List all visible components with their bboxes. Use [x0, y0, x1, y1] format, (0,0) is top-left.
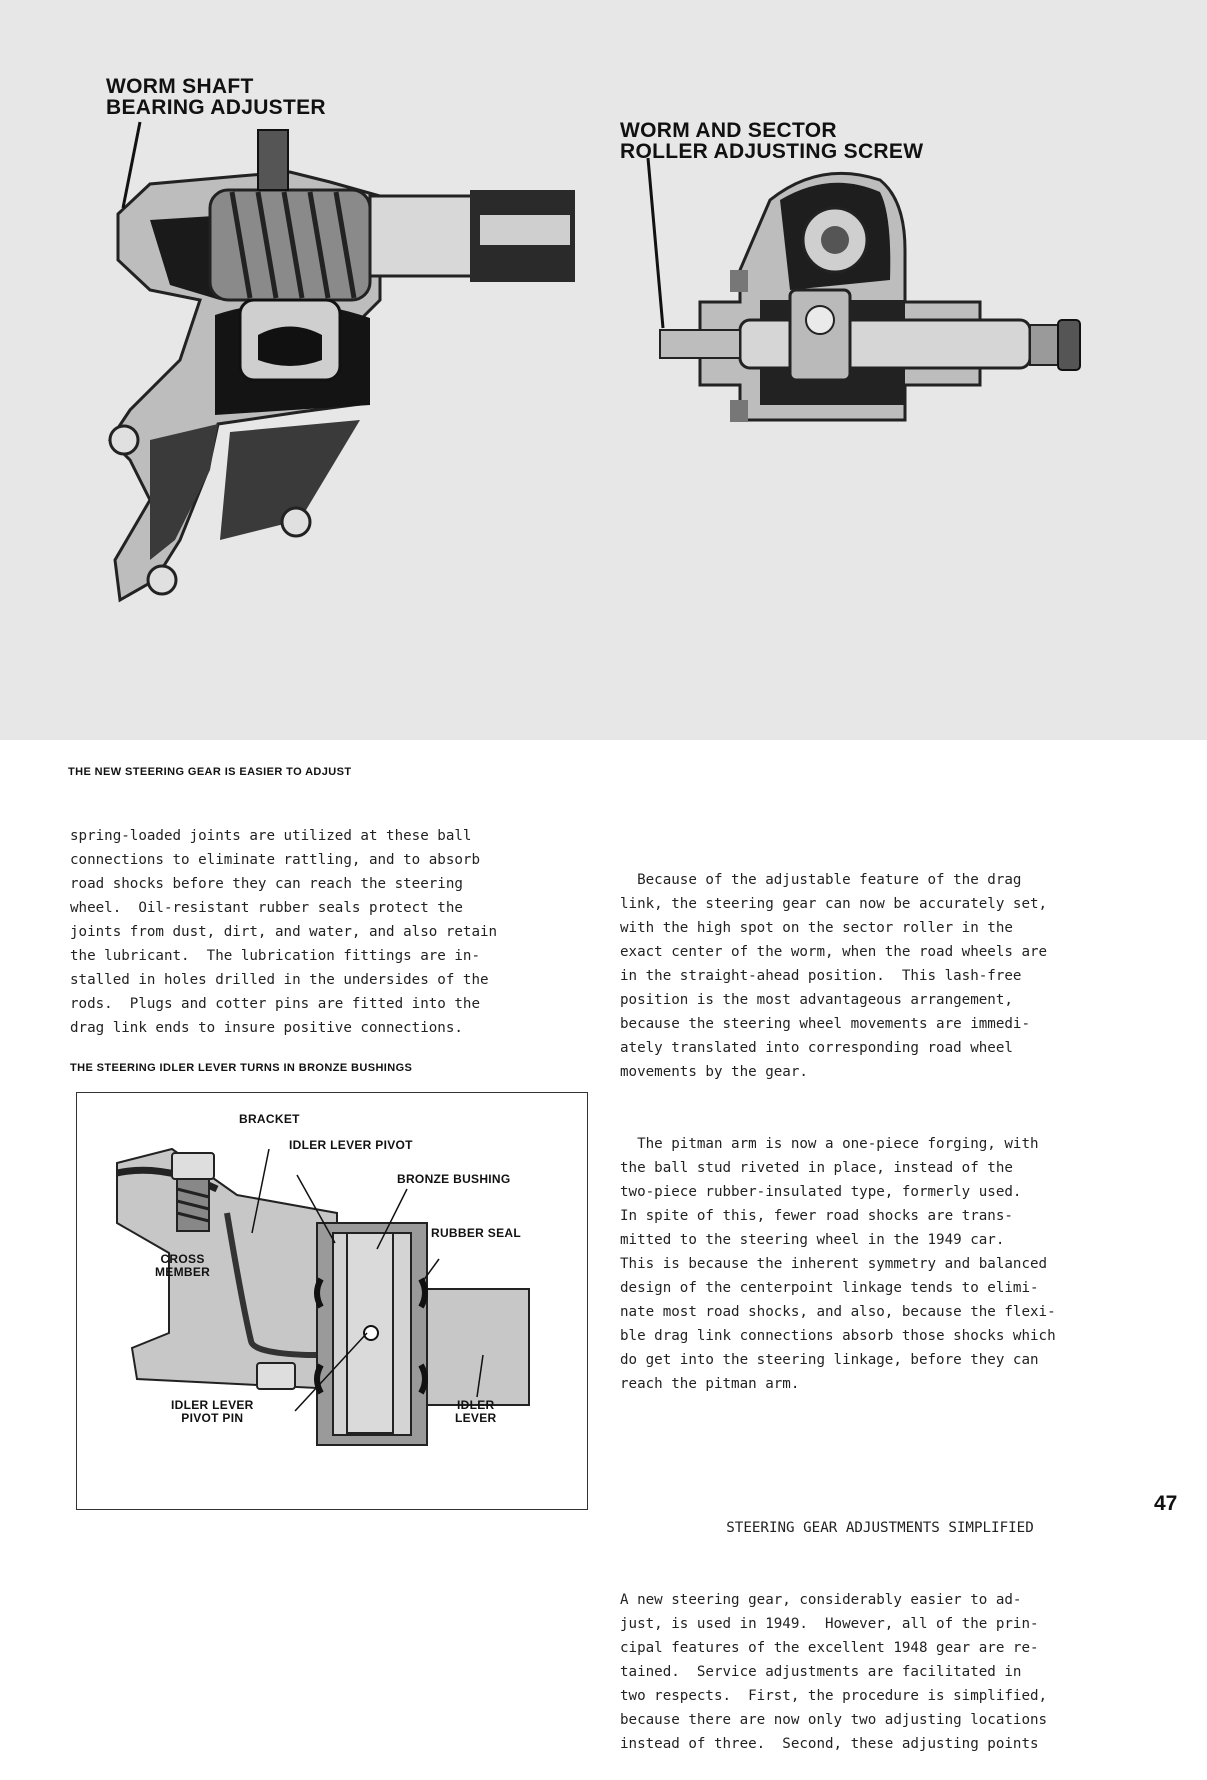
label-rubber-seal: RUBBER SEAL: [431, 1226, 521, 1240]
page-number: 47: [1154, 1492, 1178, 1515]
label-bracket: BRACKET: [239, 1112, 300, 1126]
sector-roller-housing-right: [660, 173, 1080, 422]
spacer: [620, 1444, 1140, 1468]
pointer-worm-sector: [648, 158, 663, 328]
worm-gear-housing-left: [110, 130, 575, 600]
label-bronze-bushing: BRONZE BUSHING: [397, 1172, 511, 1186]
label-worm-shaft-bearing-adjuster: WORM SHAFT BEARING ADJUSTER: [106, 75, 326, 119]
paragraph-pitman-arm: The pitman arm is now a one-piece forging, with the ball stud riveted in place, instead of the two-piece rubber-insulated type, formerly used. In spite of this, fewer road shocks are trans- mitted to the steering wheel in the 1949 car. This is because the inherent symmetry and balanced design of the centerpoint linkage tends to elimi- nate most road shocks, and also, because the flexi- ble drag link connections absorb those shocks which do get into the steering linkage, before they can reach the pitman arm.: [620, 1136, 1056, 1392]
label-cross-member: CROSS MEMBER: [155, 1252, 211, 1279]
paragraph-adjustments: A new steering gear, considerably easier to ad- just, is used in 1949. However, all of the prin- cipal features of the excellent 1948 gear are re- tained. Service adjustments are facilitated in two respects. First, the procedure is simplified, because there are now only two adjusting locations instead of three. Second, these adjusting points: [620, 1592, 1048, 1752]
label-worm-sector-adjusting-screw: WORM AND SECTOR ROLLER ADJUSTING SCREW: [620, 119, 924, 163]
caption-steering-gear: THE NEW STEERING GEAR IS EASIER TO ADJUST: [68, 766, 352, 778]
idler-lever-figure: [76, 1092, 588, 1510]
idler-lever-diagram: [77, 1093, 587, 1509]
label-idler-lever-pivot-pin: IDLER LEVER PIVOT PIN: [171, 1398, 254, 1425]
label-idler-lever-pivot: IDLER LEVER PIVOT: [289, 1138, 413, 1152]
right-column: [620, 820, 1140, 1780]
left-column-text: spring-loaded joints are utilized at these ball connections to eliminate rattling, and to absorb road shocks before they can reach the steering wheel. Oil-resistant rubber seals protect the joints from dust, dirt, and water, and also retain the lubricant. The lubrication fittings are in- stalled in holes drilled in the undersides of the rods. Plugs and cotter pins are fitted into the drag link ends to insure positive connections.: [70, 828, 498, 1036]
label-idler-lever: IDLER LEVER: [455, 1398, 497, 1425]
steering-gear-photo: [0, 0, 1207, 740]
caption-idler-lever: THE STEERING IDLER LEVER TURNS IN BRONZE BUSHINGS: [70, 1062, 413, 1074]
section-heading: STEERING GEAR ADJUSTMENTS SIMPLIFIED: [726, 1520, 1034, 1536]
paragraph-drag-link: Because of the adjustable feature of the drag link, the steering gear can now be accurately set, with the high spot on the sector roller in the exact center of the worm, when the road wheels are in the straight-ahead position. This lash-free position is the most advantageous arrangement, because the steering wheel movements are immedi- ately translated into corresponding road wheel movements by the gear.: [620, 872, 1048, 1080]
